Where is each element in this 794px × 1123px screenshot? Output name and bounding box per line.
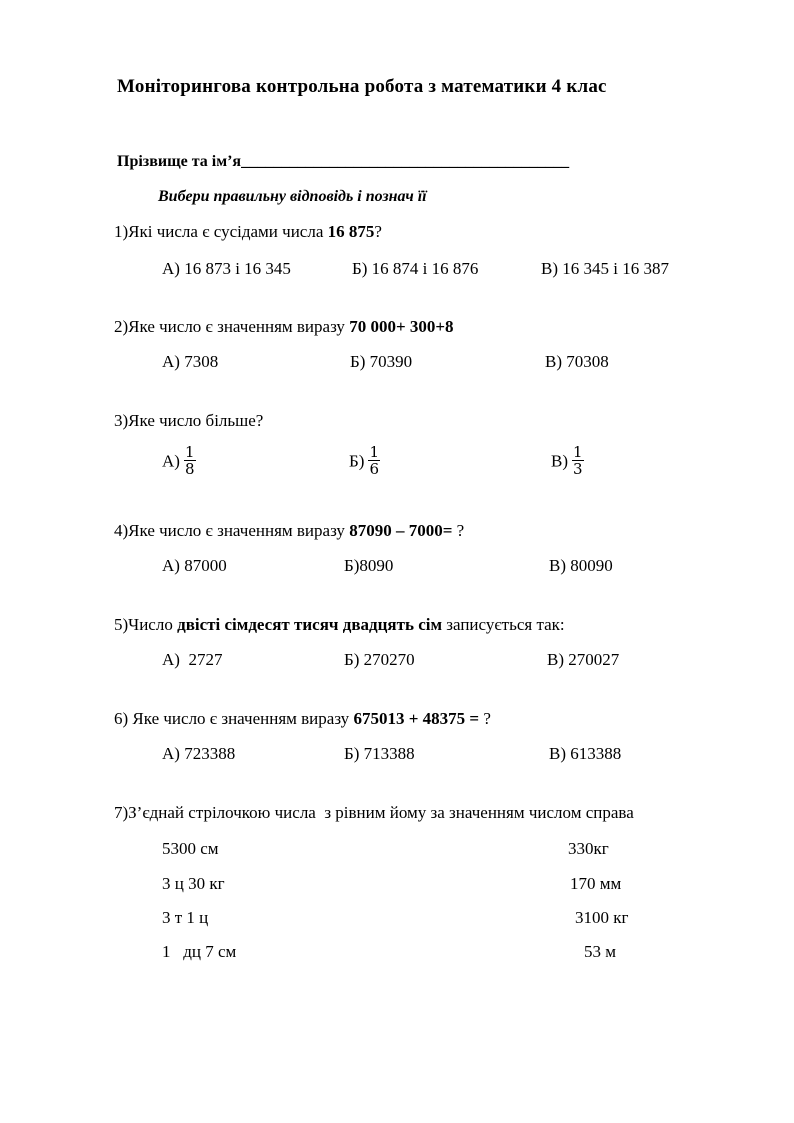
match-left-3[interactable]: 3 т 1 ц	[162, 908, 209, 927]
match-right-3[interactable]: 3100 кг	[575, 908, 629, 927]
question-4	[114, 521, 464, 541]
option-label: В)	[551, 451, 568, 471]
instruction-text: Вибери правильну відповідь і познач її	[158, 188, 427, 205]
q4-option-a[interactable]: А) 87000	[162, 556, 227, 575]
q3-option-a[interactable]	[162, 443, 196, 479]
fraction	[572, 444, 584, 477]
fraction-numerator: 1	[573, 443, 583, 461]
q1-option-c[interactable]: В) 16 345 і 16 387	[541, 259, 669, 278]
q5-option-b[interactable]: Б) 270270	[344, 650, 415, 669]
q2-option-c[interactable]: В) 70308	[545, 352, 609, 371]
q2-option-b[interactable]: Б) 70390	[350, 352, 413, 371]
fraction-denominator: 8	[184, 460, 195, 478]
question-bold-value: 87090 – 7000=	[349, 521, 453, 540]
fraction	[368, 444, 380, 477]
fraction-denominator: 3	[573, 460, 583, 478]
match-right-4[interactable]: 53 м	[584, 942, 617, 961]
question-3: 3)Яке число більше?	[114, 411, 264, 430]
q1-option-a[interactable]: А) 16 873 і 16 345	[162, 259, 291, 278]
option-label: А)	[162, 451, 180, 471]
question-text: 6) Яке число є значенням виразу	[114, 709, 354, 728]
q6-option-c[interactable]: В) 613388	[549, 744, 622, 763]
q5-option-a[interactable]: А) 2727	[162, 650, 223, 669]
question-bold-value: двісті сімдесят тисяч двадцять сім	[177, 615, 443, 634]
question-2	[114, 317, 454, 337]
q1-option-b[interactable]: Б) 16 874 і 16 876	[352, 259, 479, 278]
match-left-2[interactable]: 3 ц 30 кг	[162, 874, 225, 893]
q3-option-c[interactable]	[551, 443, 584, 479]
fraction-numerator: 1	[184, 443, 195, 461]
q4-option-c[interactable]: В) 80090	[549, 556, 613, 575]
option-label: Б)	[349, 451, 365, 471]
question-bold-value: 16 875	[327, 222, 375, 241]
fraction	[184, 444, 196, 477]
page-title: Моніторингова контрольна робота з математики 4 клас	[117, 76, 607, 97]
q2-option-a[interactable]: А) 7308	[162, 352, 219, 371]
question-6	[114, 709, 491, 729]
q5-option-c[interactable]: В) 270027	[547, 650, 620, 669]
question-bold-value: 675013 + 48375 =	[353, 709, 480, 728]
question-text: 1)Які числа є сусідами числа	[114, 222, 328, 241]
q3-option-b[interactable]	[349, 443, 380, 479]
question-bold-value: 70 000+ 300+8	[349, 317, 454, 336]
match-right-2[interactable]: 170 мм	[570, 874, 622, 893]
match-left-1[interactable]: 5300 см	[162, 839, 219, 858]
match-left-4[interactable]: 1 дц 7 см	[162, 942, 237, 961]
q4-option-b[interactable]: Б)8090	[344, 556, 394, 575]
fraction-denominator: 6	[369, 460, 379, 478]
name-field-label: Прізвище та ім’я_________________________________________	[117, 153, 570, 170]
question-1	[114, 222, 382, 242]
question-suffix: ?	[479, 709, 491, 728]
question-suffix: записується так:	[442, 615, 565, 634]
question-text: 2)Яке число є значенням виразу	[114, 317, 350, 336]
question-text: 5)Число	[114, 615, 178, 634]
question-suffix: ?	[452, 521, 465, 540]
question-7: 7)З’єднай стрілочкою числа з рівним йому за значенням числом справа	[114, 803, 634, 822]
question-text: 4)Яке число є значенням виразу	[114, 521, 350, 540]
match-right-1[interactable]: 330кг	[568, 839, 609, 858]
question-5	[114, 615, 565, 635]
fraction-numerator: 1	[369, 443, 379, 461]
question-suffix: ?	[374, 222, 382, 241]
q6-option-a[interactable]: А) 723388	[162, 744, 236, 763]
q6-option-b[interactable]: Б) 713388	[344, 744, 415, 763]
